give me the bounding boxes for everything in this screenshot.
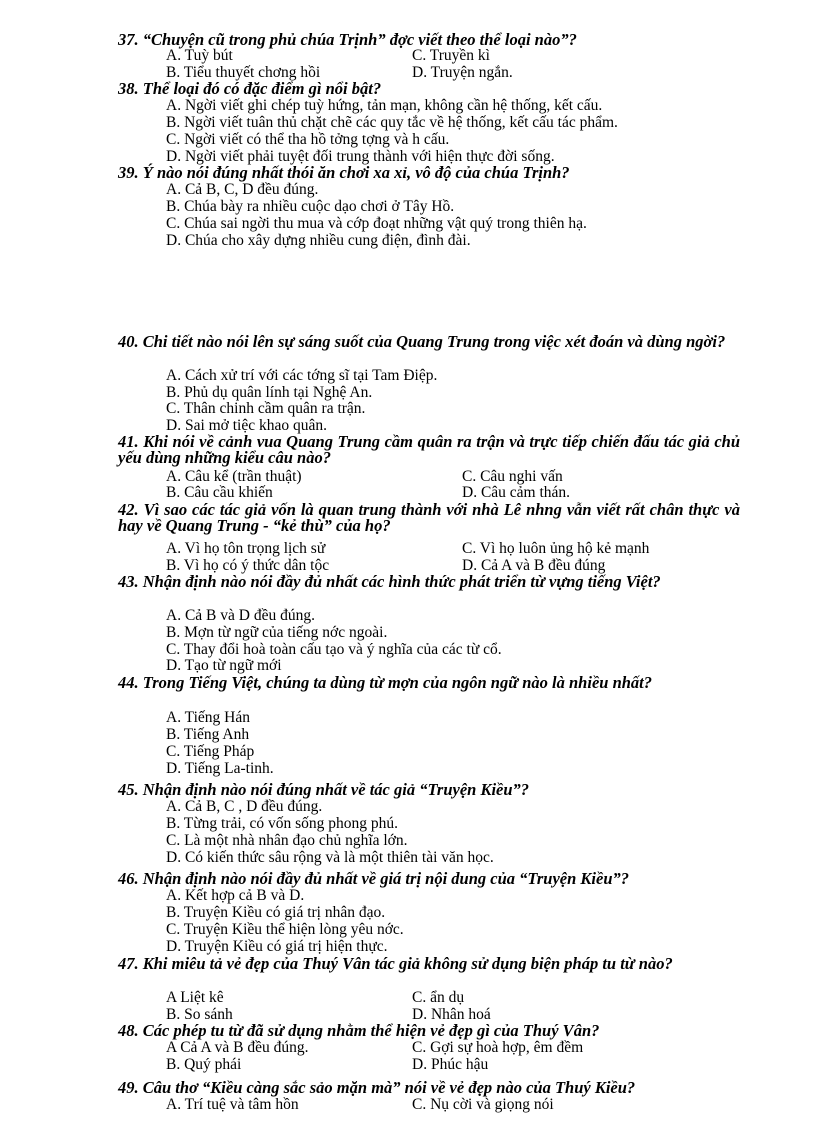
question-46-option-a: A. Kết hợp cả B và D. <box>166 887 305 904</box>
question-43-option-d: D. Tạo từ ngữ mới <box>166 657 282 674</box>
question-49-option-c: C. Nụ cời và giọng nói <box>412 1096 554 1113</box>
question-37-option-c: C. Truyền kì <box>412 47 490 64</box>
question-48-option-d: D. Phúc hậu <box>412 1056 489 1073</box>
question-42-option-b: B. Vì họ có ý thức dân tộc <box>166 557 330 574</box>
question-37-option-b: B. Tiểu thuyết chơng hồi <box>166 64 321 81</box>
question-42-option-d: D. Cả A và B đều đúng <box>462 557 606 574</box>
question-43-option-a: A. Cả B và D đều đúng. <box>166 607 315 624</box>
question-48-stem: 48. Các phép tu từ đã sử dụng nhằm thể hiện vẻ đẹp gì của Thuý Vân? <box>118 1021 600 1040</box>
question-39-stem: 39. Ý nào nói đúng nhất thói ăn chơi xa xỉ, vô độ của chúa Trịnh? <box>118 163 570 182</box>
question-37-option-a: A. Tuỳ bút <box>166 47 233 64</box>
question-46-option-d: D. Truyện Kiều có giá trị hiện thực. <box>166 938 388 955</box>
question-41-option-b: B. Câu cầu khiến <box>166 484 273 501</box>
question-49-stem: 49. Câu thơ “Kiều càng sắc sảo mặn mà” nói về vẻ đẹp nào của Thuý Kiều? <box>118 1078 636 1097</box>
question-41-option-a: A. Câu kể (trần thuật) <box>166 468 302 485</box>
question-37-option-d: D. Truyện ngắn. <box>412 64 513 81</box>
question-47-option-a: A Liệt kê <box>166 989 224 1006</box>
question-40-stem: 40. Chi tiết nào nói lên sự sáng suốt của Quang Trung trong việc xét đoán và dùng ngời? <box>118 332 726 351</box>
question-44-option-a: A. Tiếng Hán <box>166 709 250 726</box>
question-39-option-c: C. Chúa sai ngời thu mua và cớp đoạt những vật quý trong thiên hạ. <box>166 215 587 232</box>
question-38-option-c: C. Ngời viết có thể tha hồ tởng tợng và h cấu. <box>166 131 450 148</box>
question-37-stem: 37. “Chuyện cũ trong phủ chúa Trịnh” đợc viết theo thể loại nào”? <box>118 30 577 49</box>
question-47-option-c: C. ẩn dụ <box>412 989 465 1006</box>
question-42-stem: 42. Vì sao các tác giả vốn là quan trung thành với nhà Lê nhng vẫn viết rất chân thực và hay về Quang Trung - “kẻ thù” của họ? <box>118 500 740 535</box>
question-48-option-a: A Cả A và B đều đúng. <box>166 1039 309 1056</box>
question-46-option-c: C. Truyện Kiều thể hiện lòng yêu nớc. <box>166 921 404 938</box>
question-46-stem: 46. Nhận định nào nói đầy đủ nhất về giá trị nội dung của “Truyện Kiều”? <box>118 869 629 888</box>
question-38-stem: 38. Thể loại đó có đặc điểm gì nổi bật? <box>118 79 382 98</box>
question-45-stem: 45. Nhận định nào nói đúng nhất về tác giả “Truyện Kiều”? <box>118 780 530 799</box>
question-38-option-b: B. Ngời viết tuân thủ chặt chẽ các quy tắc về hệ thống, kết cấu tác phẩm. <box>166 114 618 131</box>
question-46-option-b: B. Truyện Kiều có giá trị nhân đạo. <box>166 904 386 921</box>
question-42-option-a: A. Vì họ tôn trọng lịch sử <box>166 540 326 557</box>
question-43-option-c: C. Thay đổi hoà toàn cấu tạo và ý nghĩa của các từ cổ. <box>166 641 502 658</box>
question-40-option-b: B. Phủ dụ quân lính tại Nghệ An. <box>166 384 373 401</box>
question-41-option-c: C. Câu nghi vấn <box>462 468 563 485</box>
question-42-option-c: C. Vì họ luôn ủng hộ kẻ mạnh <box>462 540 650 557</box>
question-44-option-b: B. Tiếng Anh <box>166 726 250 743</box>
question-41-option-d: D. Câu cảm thán. <box>462 484 571 501</box>
question-45-option-d: D. Có kiến thức sâu rộng và là một thiên tài văn học. <box>166 849 494 866</box>
question-48-option-b: B. Quý phái <box>166 1056 242 1073</box>
question-49-option-a: A. Trí tuệ và tâm hồn <box>166 1096 299 1113</box>
question-45-option-b: B. Từng trải, có vốn sống phong phú. <box>166 815 398 832</box>
question-40-option-c: C. Thân chinh cầm quân ra trận. <box>166 400 366 417</box>
question-47-stem: 47. Khi miêu tả vẻ đẹp của Thuý Vân tác giả không sử dụng biện pháp tu từ nào? <box>118 954 673 973</box>
question-41-stem: 41. Khi nói về cảnh vua Quang Trung cầm quân ra trận và trực tiếp chiến đấu tác giả chủ yếu dùng những kiểu câu nào? <box>118 432 740 467</box>
question-39-option-d: D. Chúa cho xây dựng nhiều cung điện, đình đài. <box>166 232 471 249</box>
question-45-option-c: C. Là một nhà nhân đạo chủ nghĩa lớn. <box>166 832 408 849</box>
question-45-option-a: A. Cả B, C , D đều đúng. <box>166 798 323 815</box>
question-47-option-d: D. Nhân hoá <box>412 1006 491 1023</box>
question-44-option-c: C. Tiếng Pháp <box>166 743 255 760</box>
question-44-stem: 44. Trong Tiếng Việt, chúng ta dùng từ mợn của ngôn ngữ nào là nhiều nhất? <box>118 673 653 692</box>
question-44-option-d: D. Tiếng La-tinh. <box>166 760 274 777</box>
question-47-option-b: B. So sánh <box>166 1006 233 1023</box>
question-40-option-a: A. Cách xử trí với các tớng sĩ tại Tam Điệp. <box>166 367 438 384</box>
question-38-option-a: A. Ngời viết ghi chép tuỳ hứng, tản mạn, không cần hệ thống, kết cấu. <box>166 97 603 114</box>
question-43-option-b: B. Mợn từ ngữ của tiếng nớc ngoài. <box>166 624 388 641</box>
question-39-option-a: A. Cả B, C, D đều đúng. <box>166 181 319 198</box>
question-40-option-d: D. Sai mở tiệc khao quân. <box>166 417 328 434</box>
question-39-option-b: B. Chúa bày ra nhiều cuộc dạo chơi ở Tây Hồ. <box>166 198 455 215</box>
question-43-stem: 43. Nhận định nào nói đầy đủ nhất các hình thức phát triển từ vựng tiếng Việt? <box>118 572 661 591</box>
question-38-option-d: D. Ngời viết phải tuyệt đối trung thành với hiện thực đời sống. <box>166 148 555 165</box>
question-48-option-c: C. Gợi sự hoà hợp, êm đềm <box>412 1039 584 1056</box>
